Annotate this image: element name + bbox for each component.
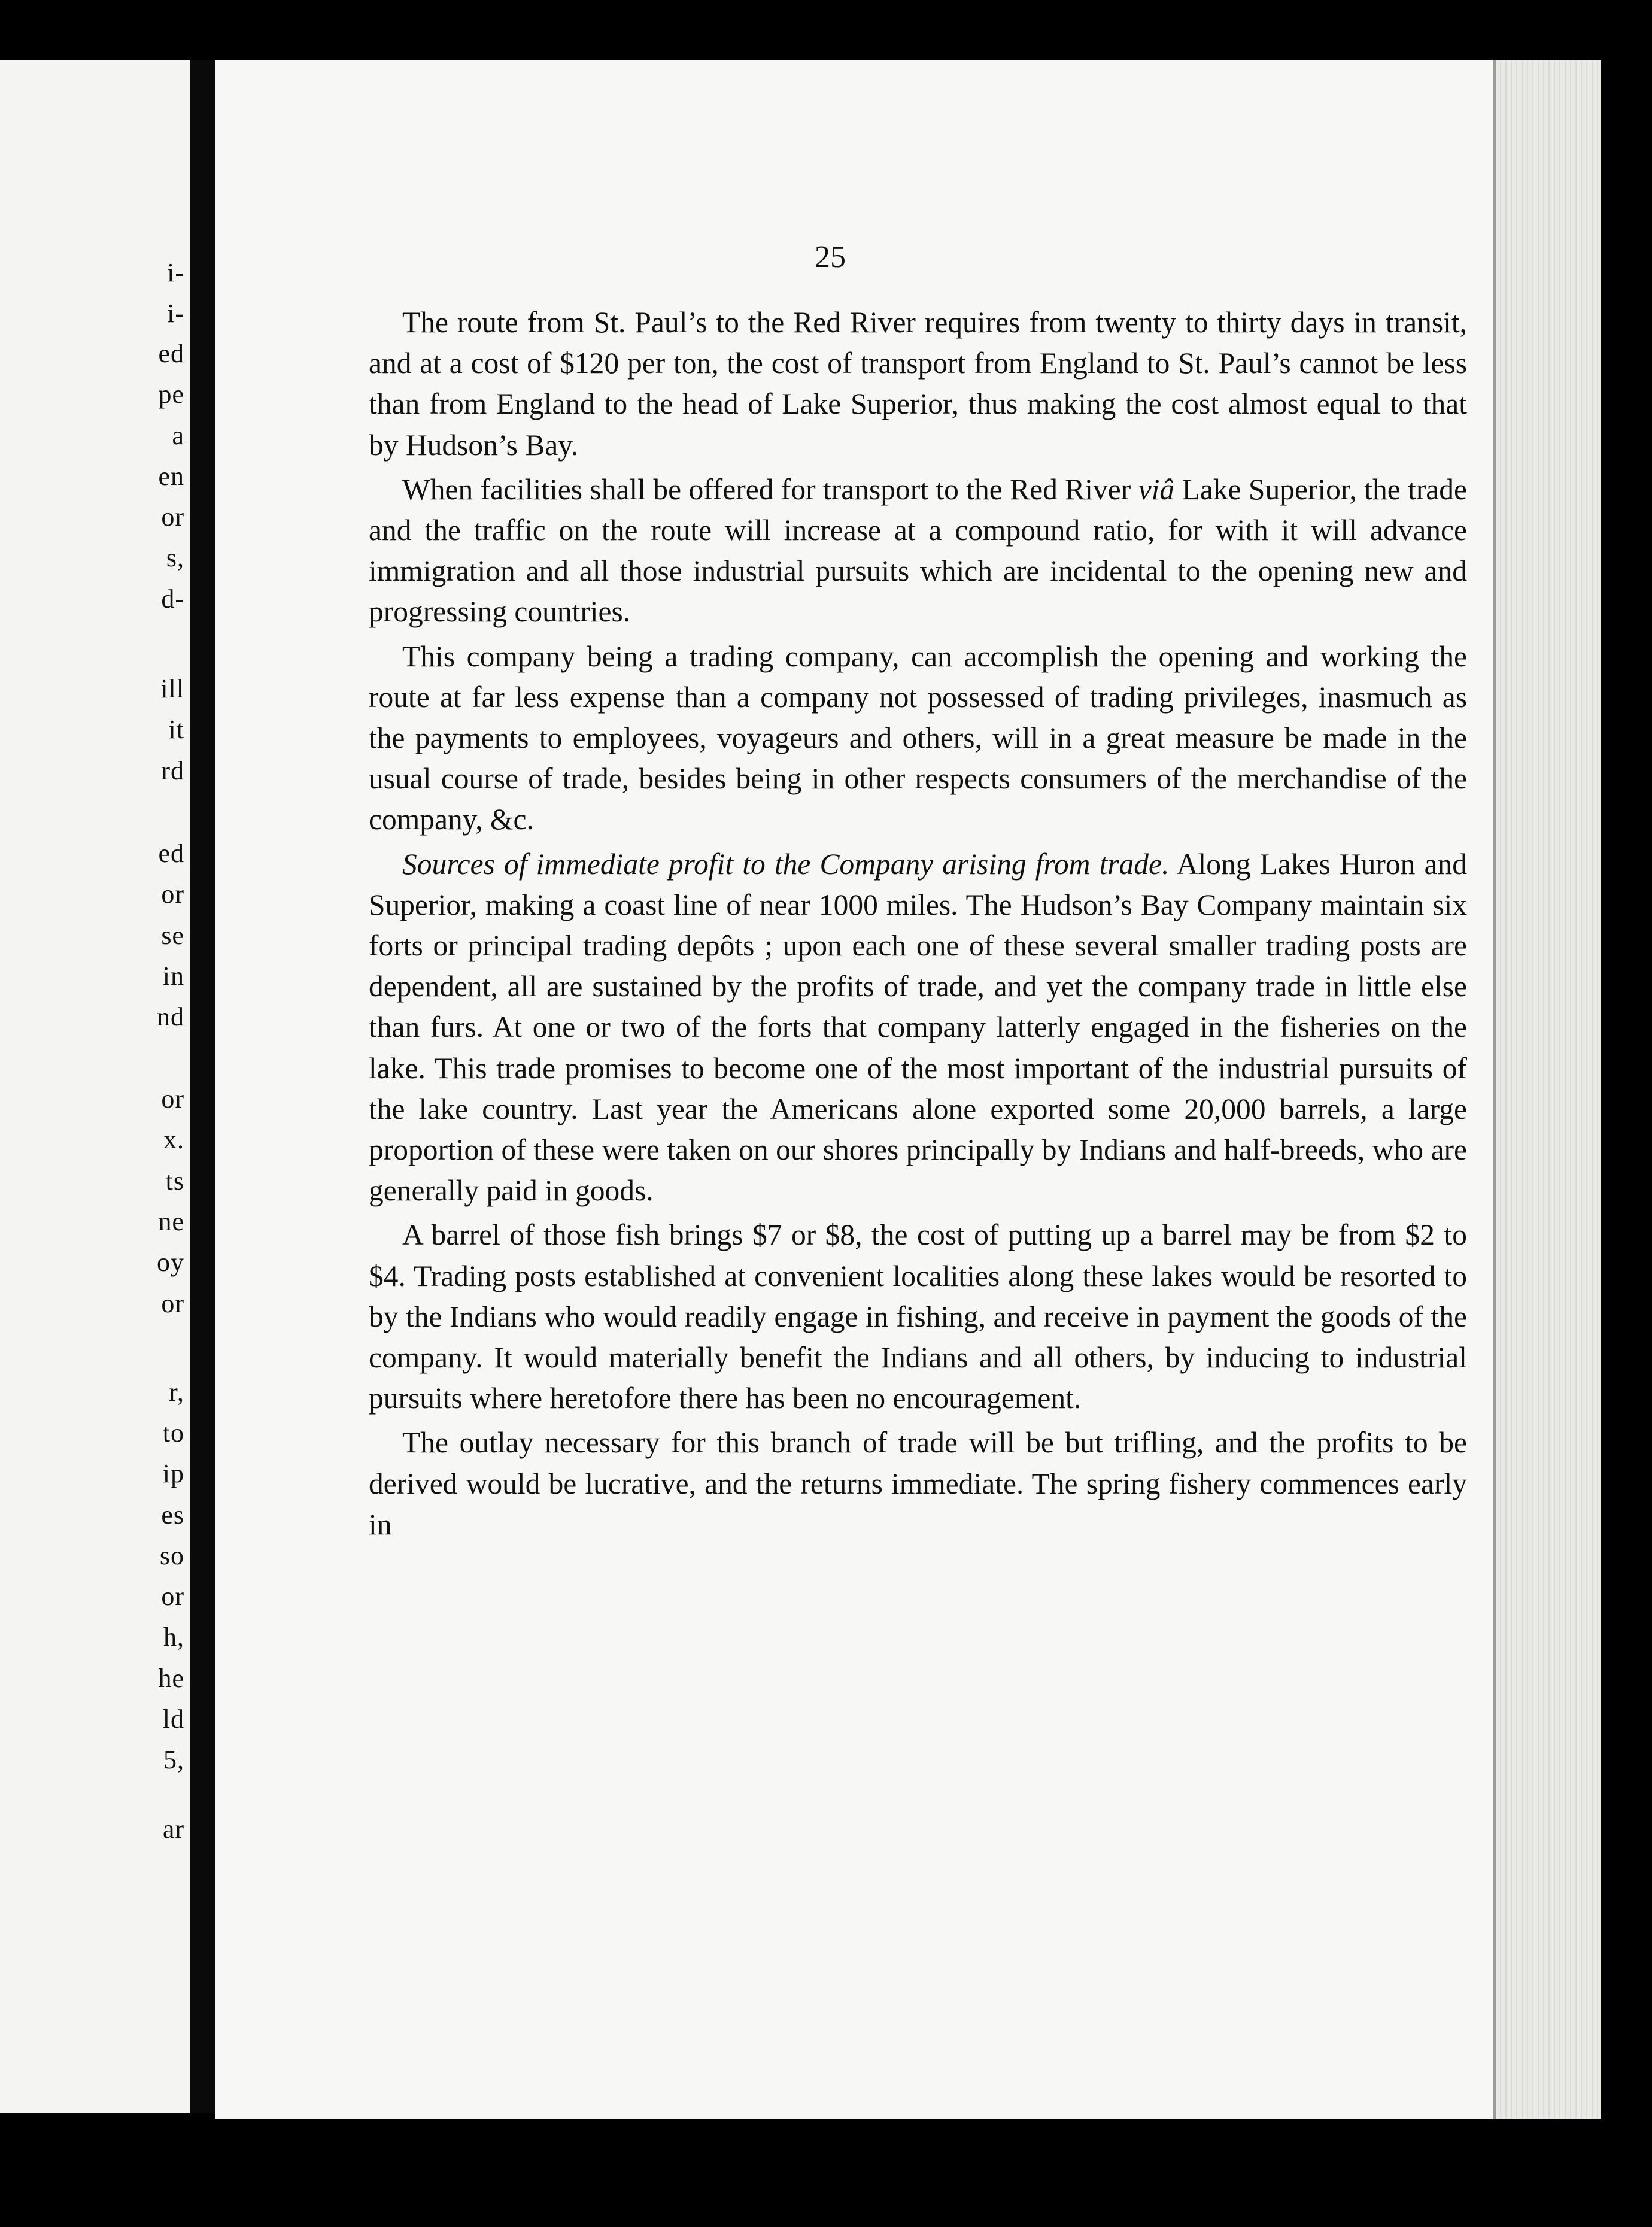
facing-page-fragment: 5, <box>163 1745 184 1774</box>
page-number: 25 <box>815 240 846 274</box>
facing-page-fragment: ill <box>160 674 184 703</box>
facing-page-fragment: ts <box>165 1166 184 1196</box>
facing-page-fragment: a <box>172 421 184 450</box>
facing-page-fragment: oy <box>157 1248 184 1277</box>
paragraph-barrel-price: A barrel of those fish brings $7 or $8, the cost of putting up a barrel may be from $2 to $4. Trading posts established at convenient localities along these lakes would be resorted to by the Indians who would readily engage in fishing, and receive in payment the goods of the company. It would materially benefit the Indians and all others, by inducing to industrial pursuits where heretofore there has been no encouragement. <box>369 1218 1467 1415</box>
page-edges <box>1496 60 1601 2119</box>
facing-page-fragment: nd <box>157 1002 184 1031</box>
facing-page-fragment: or <box>161 502 184 532</box>
facing-page-fragment: he <box>158 1664 184 1693</box>
paragraph-trading-company: This company being a trading company, can accomplish the opening and working the route at far less expense than a company not possessed of trading privileges, inasmuch as the payments to employees, voyageurs and others, will in a great measure be made in the usual course of trade, besides being in other respects consumers of the merchandise of the company, &c. <box>369 639 1467 836</box>
facing-page-fragment: or <box>161 1582 184 1611</box>
book-page <box>215 60 1601 2119</box>
paragraph-facilities: When facilities shall be offered for transport to the Red River viâ Lake Superior, the trade and the traffic on the route will increase at a compound ratio, for with it will advance immigration and all those industrial pursuits which are incidental to the opening new and progressing countries. <box>369 472 1467 629</box>
facing-page-fragment: or <box>161 879 184 909</box>
facing-page-fragment: h, <box>163 1622 184 1652</box>
paragraph-sources-of-profit: Sources of immediate profit to the Company arising from trade. Along Lakes Huron and Superior, making a coast line of near 1000 miles. The Hudson’s Bay Company maintain six forts or principal trading depôts ; upon each one of these several smaller trading posts are dependent, all are sustained by the profits of trade, and yet the company trade in little else than furs. At one or two of the forts that company latterly engaged in the fisheries on the lake. This trade promises to become one of the most important of the industrial pursuits of the lake country. Last year the Americans alone exported some 20,000 barrels, a large proportion of these were taken on our shores principally by Indians and half-breeds, who are generally paid in goods. <box>369 847 1467 1207</box>
facing-page-fragment: es <box>161 1500 184 1530</box>
facing-page-fragment: so <box>159 1541 184 1570</box>
facing-page-fragment: ld <box>162 1704 184 1734</box>
facing-page-fragment: i- <box>167 258 184 287</box>
facing-page-fragment: or <box>161 1084 184 1114</box>
body-text <box>369 302 1467 1545</box>
facing-page-fragment: in <box>162 961 184 991</box>
facing-page-fragment: s, <box>166 543 184 572</box>
facing-page-fragment: x. <box>163 1125 184 1154</box>
facing-page <box>0 60 190 2113</box>
facing-page-fragment: r, <box>169 1378 184 1407</box>
facing-page-fragment: ne <box>158 1207 184 1236</box>
facing-page-fragment: ip <box>162 1459 184 1488</box>
facing-page-fragment: en <box>158 462 184 491</box>
facing-page-fragment: ed <box>158 339 184 368</box>
facing-page-fragment: it <box>168 715 184 744</box>
book-gutter <box>190 60 215 2113</box>
paragraph-route-cost: The route from St. Paul’s to the Red River requires from twenty to thirty days in transit, and at a cost of $120 per ton, the cost of transport from England to St. Paul’s cannot be less than from England to the head of Lake Superior, thus making the cost almost equal to that by Hudson’s Bay. <box>369 306 1467 462</box>
facing-page-fragment: to <box>162 1418 184 1448</box>
facing-page-fragment: ar <box>162 1815 184 1844</box>
facing-page-fragment: i- <box>167 299 184 328</box>
facing-page-fragment: d- <box>161 584 184 614</box>
facing-page-fragment: se <box>161 921 184 950</box>
facing-page-fragment: pe <box>158 380 184 409</box>
facing-page-fragment: ed <box>158 839 184 868</box>
facing-page-fragment: rd <box>161 756 184 785</box>
paragraph-outlay: The outlay necessary for this branch of trade will be but trifling, and the profits to be derived would be lucrative, and the returns immediate. The spring fishery commences early in <box>369 1426 1467 1541</box>
facing-page-fragment: or <box>161 1289 184 1318</box>
